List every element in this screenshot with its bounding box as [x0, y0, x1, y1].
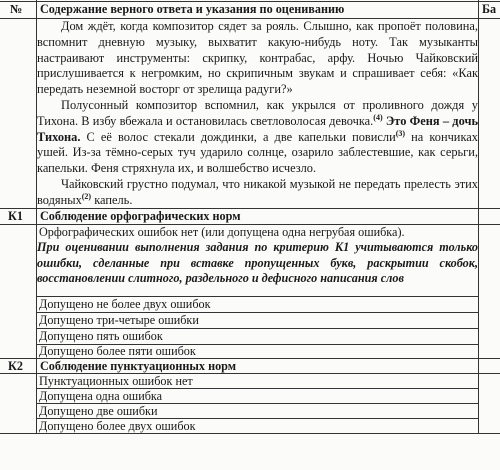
- passage-paragraph-2b: С её волос стекали дождинки, а две капельки повисли: [86, 129, 396, 144]
- k1-title: Соблюдение орфографических норм: [40, 209, 241, 223]
- k1-row: Допущено не более двух ошибок: [39, 297, 211, 311]
- footnote-marker: (3): [395, 128, 406, 138]
- k2-row: Допущена одна ошибка: [39, 389, 163, 403]
- header-title: Содержание верного ответа и указания по оцениванию: [40, 2, 345, 16]
- footnote-marker: (4): [373, 112, 383, 122]
- k1-note: При оценивании выполнения задания по критерию К1 учитываются только ошибки, сделанные при вставке пропущенных букв, раскрытии скобок, восстановлении слитного, раздельного и дефисного написания слов: [37, 240, 478, 286]
- passage-paragraph-3a: Чайковский грустно подумал, что никакой музыкой не передать прелесть этих водяных: [37, 176, 478, 207]
- k1-row: Допущено пять ошибок: [39, 329, 163, 343]
- passage-bold-sentence: Это Феня – дочь Тихона.: [37, 113, 478, 144]
- k1-row: Допущено более пяти ошибок: [39, 344, 196, 358]
- column-divider: [478, 0, 479, 433]
- k2-code: К2: [8, 359, 23, 373]
- k1-code: К1: [8, 209, 23, 223]
- passage-text: [37, 19, 478, 209]
- k2-row: Допущено две ошибки: [39, 404, 158, 418]
- passage-paragraph-2a: Полусонный композитор вспомнил, как укрылся от проливного дождя у Тихона. В избу вбежала и остановилась светловолосая девочка.: [37, 97, 478, 128]
- passage-paragraph-3b: капель.: [94, 192, 133, 207]
- passage-paragraph-1: Дом ждёт, когда композитор сядет за рояль. Слышно, как пропоёт половина, вспомнит дневную музыку, выхватит какую-нибудь ноту. Так музыканты настраивают инструменты: скрипку, контрабас, арфу. Ночью Чайковский прислушивается к негромким, но скрипичным звукам и спрашивает себя: «Как передать неземной восторг от зрелища радуги?»: [37, 19, 478, 97]
- k2-title: Соблюдение пунктуационных норм: [40, 359, 237, 373]
- table-bottom-border: [0, 433, 500, 434]
- k2-row: Допущено более двух ошибок: [39, 419, 196, 433]
- header-score: Ба: [482, 2, 497, 16]
- k1-row: Допущено три-четыре ошибки: [39, 313, 199, 327]
- passage-paragraph-2c: на кончиках ушей. Из-за тёмно-серых туч ударило солнце, озарило заблестевшие, как серьги, капельки. Феня стряхнула их, и волшебство исчезло.: [37, 129, 478, 176]
- k2-row: Пунктуационных ошибок нет: [39, 374, 193, 388]
- k1-row: Орфографических ошибок нет (или допущена одна негрубая ошибка).: [39, 225, 405, 239]
- header-number: №: [10, 2, 23, 16]
- footnote-marker: (2): [81, 191, 92, 201]
